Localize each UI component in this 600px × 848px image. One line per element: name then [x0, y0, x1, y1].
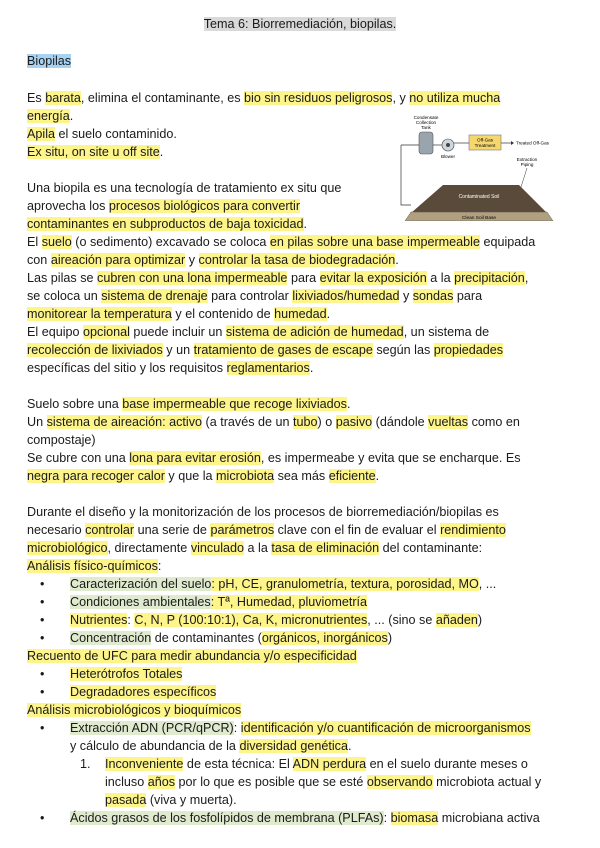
- leader-line: [521, 168, 527, 187]
- micro-heading: [27, 701, 241, 719]
- p3-line: [27, 449, 521, 467]
- text-run: identificación y/o cuantificación de microorganismos: [240, 721, 531, 735]
- p3-line: [27, 467, 379, 485]
- bullet-marker: •: [40, 631, 45, 645]
- text-run: incluso: [105, 775, 148, 789]
- text-run: .: [395, 253, 399, 267]
- text-run: C, N, P (100:10:1), Ca, K, micronutrientes: [134, 613, 368, 627]
- text-run: para controlar: [207, 289, 293, 303]
- condensate-label: Tank: [421, 125, 431, 130]
- text-run: recolección de lixiviados: [27, 343, 163, 357]
- text-run: cubren con una lona impermeable: [97, 271, 288, 285]
- text-run: ): [387, 631, 393, 645]
- bullet-marker: •: [40, 613, 45, 627]
- p2-line: [27, 233, 535, 251]
- text-run: parámetros: [210, 523, 275, 537]
- text-run: humedad: [274, 307, 327, 321]
- p2-line: [27, 215, 307, 233]
- text-run: propiedades: [433, 343, 504, 357]
- text-run: monitorear la temperatura: [27, 307, 172, 321]
- text-run: Degradadores específicos: [70, 685, 217, 699]
- text-run: se coloca un: [27, 289, 102, 303]
- text-run: pasada: [105, 793, 147, 807]
- text-run: y: [185, 253, 199, 267]
- ufc-heading: [27, 647, 357, 665]
- text-run: microbiota: [216, 469, 275, 483]
- p1-line: [27, 143, 163, 161]
- list-item: [70, 593, 367, 611]
- p3-line: [27, 413, 520, 431]
- text-run: vueltas: [428, 415, 469, 429]
- numbered-item-continuation: [105, 773, 541, 791]
- p2-line: [27, 359, 313, 377]
- bullet-marker: •: [40, 811, 45, 825]
- p1-line: [27, 125, 177, 143]
- text-run: del contaminante:: [379, 541, 483, 555]
- text-run: (dándole: [372, 415, 429, 429]
- bullet-marker: •: [40, 667, 45, 681]
- text-run: .: [309, 361, 314, 375]
- condensate-tank: [419, 132, 433, 154]
- text-run: sistema de drenaje: [101, 289, 208, 303]
- text-run: base impermeable que recoge lixiviados: [122, 397, 347, 411]
- number-marker: 1.: [80, 757, 91, 771]
- p2-line: [27, 341, 503, 359]
- bullet-marker: •: [40, 577, 45, 591]
- text-run: .: [346, 397, 351, 411]
- text-run: opcional: [83, 325, 130, 339]
- text-run: , ... (sino se: [367, 613, 436, 627]
- text-run: rendimiento: [440, 523, 506, 537]
- bullet-marker: •: [40, 721, 45, 735]
- text-run: suelo: [41, 235, 72, 249]
- text-run: reglamentarios: [226, 361, 310, 375]
- text-run: vinculado: [190, 541, 245, 555]
- text-run: :: [157, 559, 162, 573]
- text-run: equipada: [479, 235, 536, 249]
- text-run: :: [233, 721, 241, 735]
- condensate-label: Condensate: [413, 115, 439, 120]
- text-run: con: [27, 253, 51, 267]
- text-run: en pilas sobre una base impermeable: [269, 235, 480, 249]
- text-run: negra para recoger calor: [27, 469, 165, 483]
- biopile-diagram: [393, 113, 563, 221]
- text-run: (viva y muerta).: [146, 793, 237, 807]
- text-run: (a través de un: [202, 415, 294, 429]
- p2-line: [27, 323, 489, 341]
- text-run: según las: [372, 343, 434, 357]
- p2-line: [27, 269, 528, 287]
- text-run: .: [303, 217, 308, 231]
- text-run: .: [69, 109, 74, 123]
- text-run: Ex situ, on site u off site: [27, 145, 160, 159]
- text-run: Concentración: [70, 631, 152, 645]
- text-run: de contaminantes (: [151, 631, 262, 645]
- section-heading: Biopilas: [27, 54, 72, 68]
- text-run: el suelo contaminido.: [55, 127, 177, 141]
- text-run: y: [399, 289, 413, 303]
- list-item-continuation: [70, 737, 351, 755]
- list-item: [70, 665, 182, 683]
- text-run: .: [326, 307, 331, 321]
- bullet-marker: •: [40, 595, 45, 609]
- p4-line: [27, 521, 506, 539]
- list-item: [70, 575, 496, 593]
- p2-line: [27, 305, 330, 323]
- text-run: controlar: [85, 523, 135, 537]
- condensate-label: Collection: [415, 120, 437, 125]
- text-run: ADN perdura: [292, 757, 367, 771]
- text-run: :: [210, 595, 218, 609]
- soil-label: Contaminated Soil: [458, 194, 500, 200]
- text-run: y que la: [164, 469, 217, 483]
- extraction-label: Piping: [520, 162, 534, 167]
- extraction-label: Extraction: [516, 157, 538, 162]
- text-run: eficiente: [328, 469, 376, 483]
- text-run: (o sedimento) excavado se coloca: [71, 235, 270, 249]
- text-run: lona para evitar erosión: [129, 451, 261, 465]
- text-run: para: [453, 289, 483, 303]
- text-run: Durante el diseño y la monitorización de los procesos de biorremediación/biopilas es: [27, 505, 499, 519]
- text-run: específicas del sitio y los requisitos: [27, 361, 227, 375]
- text-run: procesos biológicos para convertir: [108, 199, 301, 213]
- text-run: ,: [524, 271, 529, 285]
- base-label: Clean Soil Base: [461, 216, 497, 221]
- list-item: [70, 683, 216, 701]
- text-run: :: [383, 811, 391, 825]
- text-run: Condiciones ambientales: [70, 595, 211, 609]
- text-run: Es: [27, 91, 46, 105]
- text-run: microbiota actual y: [432, 775, 542, 789]
- text-run: microbiana activa: [438, 811, 540, 825]
- text-run: :: [127, 613, 135, 627]
- text-run: , elimina el contaminante, es: [80, 91, 245, 105]
- p4-line: [27, 539, 482, 557]
- text-run: sea más: [274, 469, 329, 483]
- text-run: por lo que es posible que se esté: [175, 775, 367, 789]
- text-run: necesario: [27, 523, 86, 537]
- numbered-item: [105, 755, 528, 773]
- text-run: en el suelo durante meses o: [366, 757, 528, 771]
- text-run: Heterótrofos Totales: [70, 667, 183, 681]
- p3-line: [27, 431, 96, 449]
- text-run: Análisis microbiológicos y bioquímicos: [27, 703, 242, 717]
- text-run: .: [159, 145, 164, 159]
- text-run: controlar la tasa de biodegradación: [198, 253, 396, 267]
- text-run: una serie de: [134, 523, 211, 537]
- text-run: Ácidos grasos de los fosfolípidos de membrana (PLFAs): [70, 811, 384, 825]
- text-run: como en: [468, 415, 520, 429]
- text-run: , directamente: [107, 541, 191, 555]
- text-run: Nutrientes: [70, 613, 128, 627]
- p2-line: [27, 179, 341, 197]
- numbered-item-continuation: [105, 791, 237, 809]
- text-run: para: [287, 271, 320, 285]
- page-title: Tema 6: Biorremediación, biopilas.: [203, 17, 397, 31]
- p2-line: [27, 251, 399, 269]
- blower-hub: [446, 143, 450, 147]
- text-run: .: [375, 469, 380, 483]
- text-run: puede incluir un: [129, 325, 226, 339]
- blower-label: Blower: [440, 154, 456, 159]
- p1-line: [27, 89, 500, 107]
- text-run: Se cubre con una: [27, 451, 130, 465]
- list-item: [70, 809, 540, 827]
- text-run: aireación para optimizar: [50, 253, 186, 267]
- text-run: El: [27, 235, 42, 249]
- p3-line: [27, 395, 350, 413]
- text-run: Extracción ADN (PCR/qPCR): [70, 721, 234, 735]
- text-run: observando: [366, 775, 433, 789]
- p4-line: [27, 503, 499, 521]
- text-run: compostaje): [27, 433, 96, 447]
- text-run: lixiviados/humedad: [292, 289, 400, 303]
- text-run: ): [477, 613, 483, 627]
- text-run: evitar la exposición: [319, 271, 427, 285]
- text-run: biomasa: [390, 811, 439, 825]
- offgas-label: Treatment: [474, 143, 496, 148]
- text-run: ) o: [317, 415, 336, 429]
- text-run: no utiliza mucha: [409, 91, 501, 105]
- text-run: Suelo sobre una: [27, 397, 123, 411]
- text-run: a la: [426, 271, 455, 285]
- text-run: aprovecha los: [27, 199, 109, 213]
- text-run: sondas: [412, 289, 454, 303]
- text-run: .: [347, 739, 352, 753]
- text-run: a la: [244, 541, 272, 555]
- text-run: Tª, Humedad, pluviometría: [217, 595, 368, 609]
- text-run: Una biopila es una tecnología de tratamiento ex situ que: [27, 181, 342, 195]
- text-run: , ...: [478, 577, 497, 591]
- text-run: pH, CE, granulometría, textura, porosidad, MO: [218, 577, 479, 591]
- arrow-icon: [511, 141, 514, 145]
- text-run: orgánicos, inorgánicos: [261, 631, 388, 645]
- pipe: [401, 145, 411, 205]
- text-run: tubo: [293, 415, 318, 429]
- p2-line: [27, 287, 482, 305]
- text-run: , un sistema de: [403, 325, 490, 339]
- text-run: pasivo: [335, 415, 373, 429]
- text-run: y un: [162, 343, 194, 357]
- text-run: barata: [45, 91, 81, 105]
- text-run: contaminantes en subproductos de baja toxicidad: [27, 217, 304, 231]
- text-run: , y: [392, 91, 410, 105]
- text-run: añaden: [435, 613, 478, 627]
- text-run: clave con el fin de evaluar el: [274, 523, 441, 537]
- list-item: [70, 611, 482, 629]
- text-run: Análisis físico-químicos: [27, 559, 158, 573]
- text-run: , es impermeabe y evita que se encharque. Es: [260, 451, 521, 465]
- text-run: Recuento de UFC para medir abundancia y/o especificidad: [27, 649, 357, 663]
- text-run: Apila: [27, 127, 56, 141]
- text-run: :: [211, 577, 219, 591]
- text-run: y cálculo de abundancia de la: [70, 739, 240, 753]
- text-run: de esta técnica: El: [183, 757, 293, 771]
- text-run: tratamiento de gases de escape: [193, 343, 373, 357]
- list-item: [70, 719, 531, 737]
- text-run: energía: [27, 109, 70, 123]
- text-run: precipitación: [454, 271, 525, 285]
- text-run: microbiológico: [27, 541, 108, 555]
- text-run: tasa de eliminación: [271, 541, 380, 555]
- text-run: El equipo: [27, 325, 84, 339]
- p4-line: [27, 557, 161, 575]
- treated-label: Treated Off-Gas: [516, 140, 549, 146]
- text-run: años: [147, 775, 176, 789]
- text-run: sistema de adición de humedad: [225, 325, 404, 339]
- p2-line: [27, 197, 300, 215]
- p1-line: [27, 107, 73, 125]
- text-run: y el contenido de: [171, 307, 275, 321]
- offgas-label: Off-Gas: [477, 137, 493, 143]
- text-run: Inconveniente: [105, 757, 184, 771]
- text-run: Caracterización del suelo: [70, 577, 212, 591]
- text-run: Las pilas se: [27, 271, 98, 285]
- text-run: Un: [27, 415, 47, 429]
- list-item: [70, 629, 392, 647]
- text-run: diversidad genética: [239, 739, 348, 753]
- text-run: sistema de aireación: activo: [46, 415, 203, 429]
- bullet-marker: •: [40, 685, 45, 699]
- text-run: bio sin residuos peligrosos: [244, 91, 393, 105]
